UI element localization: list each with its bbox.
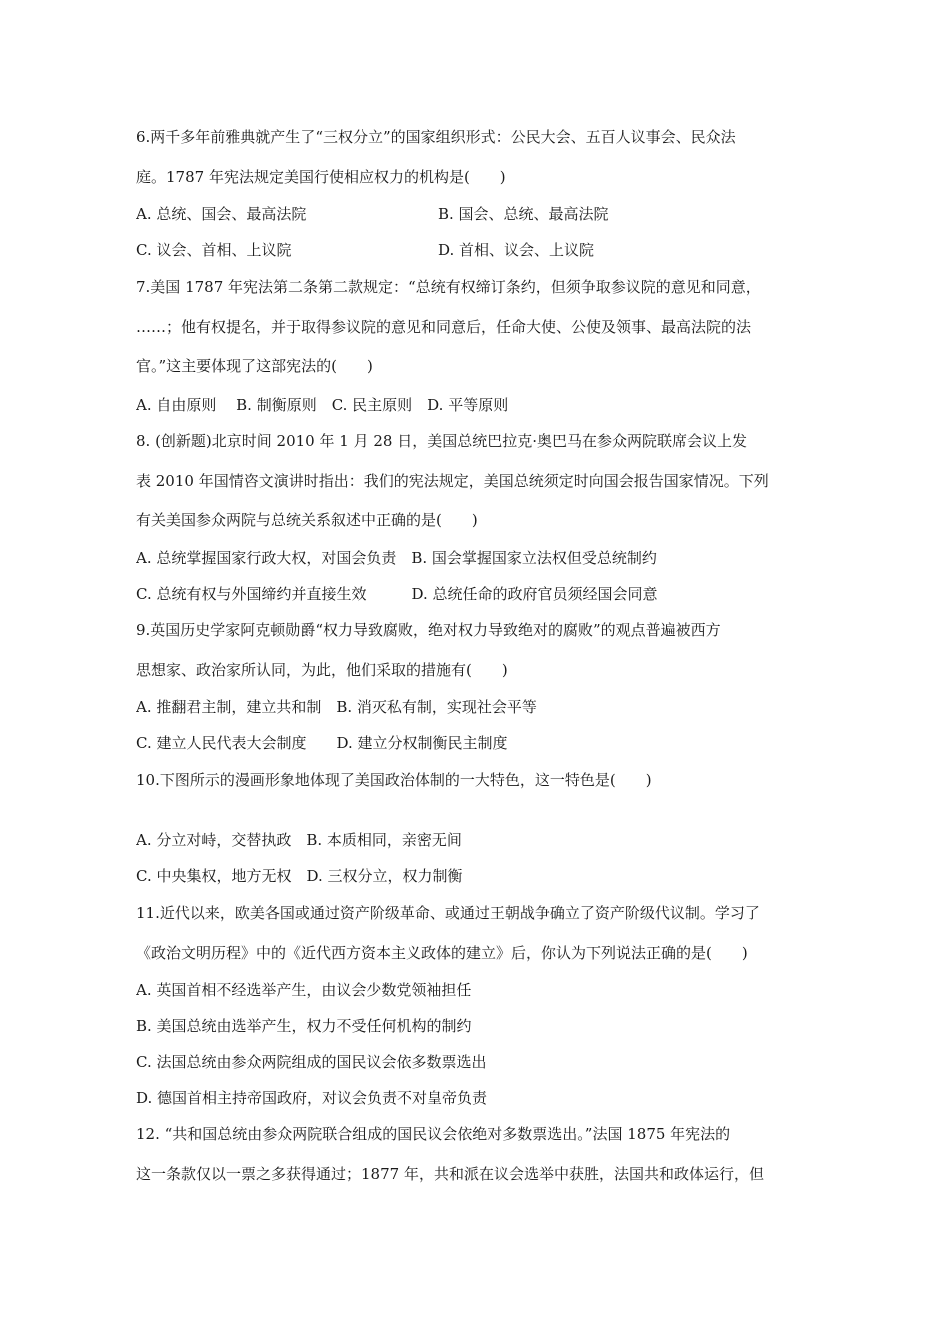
q6-stem-line-1: 6.两千多年前雅典就产生了“三权分立”的国家组织形式：公民大会、五百人议事会、民众法 [136, 128, 736, 146]
q8-stem-line-1: 8. (创新题)北京时间 2010 年 1 月 28 日，美国总统巴拉克·奥巴马在参众两院联席会议上发 [136, 432, 747, 450]
q12-stem-line-1: 12. “共和国总统由参众两院联合组成的国民议会依绝对多数票选出。”法国 1875 年宪法的 [136, 1125, 731, 1143]
q6-option-a: A. 总统、国会、最高法院 [136, 205, 307, 223]
q12-stem-line-2: 这一条款仅以一票之多获得通过；1877 年，共和派在议会选举中获胜，法国共和政体运行，但 [136, 1165, 764, 1183]
q11-option-a: A. 英国首相不经选举产生，由议会少数党领袖担任 [136, 981, 472, 999]
q10-options-cd: C. 中央集权，地方无权 D. 三权分立，权力制衡 [136, 867, 463, 885]
q10-options-ab: A. 分立对峙，交替执政 B. 本质相同，亲密无间 [136, 831, 462, 849]
q9-options-cd: C. 建立人民代表大会制度 D. 建立分权制衡民主制度 [136, 734, 508, 752]
q9-stem-line-1: 9.英国历史学家阿克顿勋爵“权力导致腐败，绝对权力导致绝对的腐败”的观点普遍被西方 [136, 621, 721, 639]
q7-stem-line-3: 官。”这主要体现了这部宪法的( ) [136, 357, 373, 375]
q8-stem-line-3: 有关美国参众两院与总统关系叙述中正确的是( ) [136, 511, 478, 529]
q6-option-d: D. 首相、议会、上议院 [438, 241, 595, 259]
q10-stem-line-1: 10.下图所示的漫画形象地体现了美国政治体制的一大特色，这一特色是( ) [136, 771, 652, 789]
q11-option-c: C. 法国总统由参众两院组成的国民议会依多数票选出 [136, 1053, 487, 1071]
q11-option-d: D. 德国首相主持帝国政府，对议会负责不对皇帝负责 [136, 1089, 488, 1107]
q6-option-c: C. 议会、首相、上议院 [136, 241, 292, 259]
q6-option-b: B. 国会、总统、最高法院 [438, 205, 609, 223]
q9-options-ab: A. 推翻君主制，建立共和制 B. 消灭私有制，实现社会平等 [136, 698, 537, 716]
q11-stem-line-1: 11.近代以来，欧美各国或通过资产阶级革命、或通过王朝战争确立了资产阶级代议制。学习了 [136, 904, 760, 922]
q8-stem-line-2: 表 2010 年国情咨文演讲时指出：我们的宪法规定，美国总统须定时向国会报告国家情况。下列 [136, 472, 769, 490]
q11-stem-line-2: 《政治文明历程》中的《近代西方资本主义政体的建立》后，你认为下列说法正确的是( ) [136, 944, 748, 962]
q11-option-b: B. 美国总统由选举产生，权力不受任何机构的制约 [136, 1017, 472, 1035]
q8-options-ab: A. 总统掌握国家行政大权，对国会负责 B. 国会掌握国家立法权但受总统制约 [136, 549, 657, 567]
q7-stem-line-1: 7.美国 1787 年宪法第二条第二款规定：“总统有权缔订条约，但须争取参议院的意见和同意， [136, 278, 761, 296]
q6-stem-line-2: 庭。1787 年宪法规定美国行使相应权力的机构是( ) [136, 168, 506, 186]
q8-options-cd: C. 总统有权与外国缔约并直接生效 D. 总统任命的政府官员须经国会同意 [136, 585, 658, 603]
q9-stem-line-2: 思想家、政治家所认同，为此，他们采取的措施有( ) [136, 661, 508, 679]
q7-options: A. 自由原则 B. 制衡原则 C. 民主原则 D. 平等原则 [136, 396, 509, 414]
q7-stem-line-2: ……；他有权提名，并于取得参议院的意见和同意后，任命大使、公使及领事、最高法院的法 [136, 318, 752, 336]
